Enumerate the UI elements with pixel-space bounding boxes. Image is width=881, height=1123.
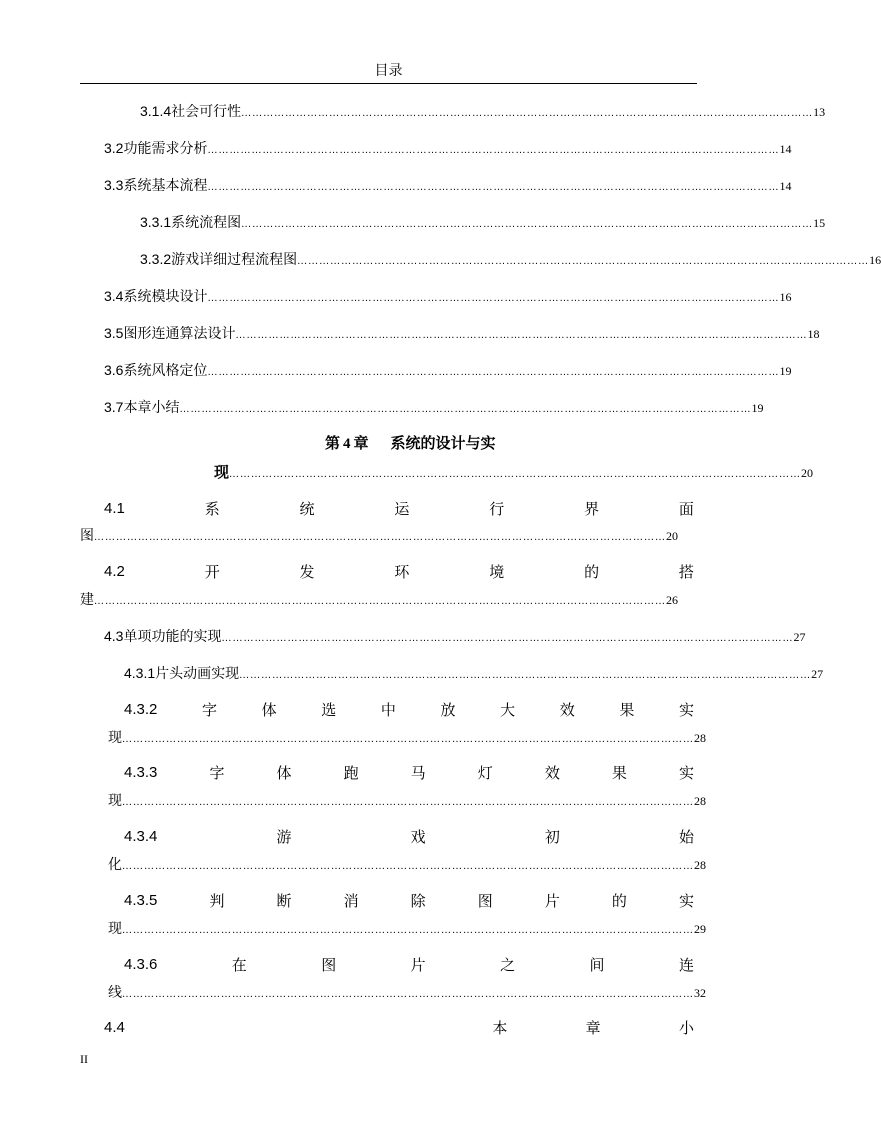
toc-title: 系统基本流程	[123, 178, 208, 194]
toc-title-char: 跑	[343, 764, 359, 782]
toc-number: 3.3.1	[140, 214, 172, 230]
toc-leader: …………………………………………………………………………………………………………………………………………	[229, 469, 802, 480]
toc-entry-wrap[interactable]	[108, 791, 706, 811]
toc-title-char: 本	[492, 1019, 508, 1037]
toc-leader: …………………………………………………………………………………………………………………………………………	[207, 367, 780, 378]
toc-title-char: 始	[678, 828, 694, 846]
toc-title-char: 消	[343, 892, 359, 910]
toc-entry-wrap[interactable]	[80, 526, 678, 546]
chapter-label-prefix: 第	[325, 434, 341, 452]
toc-title-char: 片	[410, 956, 426, 974]
toc-page: 20	[801, 466, 814, 480]
toc-number: 4.2	[104, 563, 125, 580]
toc-entry[interactable]	[124, 663, 824, 683]
toc-number: 4.3	[104, 628, 124, 644]
toc-leader: …………………………………………………………………………………………………………………………………………	[122, 861, 694, 872]
chapter-title: 系统的设计与实	[390, 434, 496, 452]
toc-title-char: 果	[619, 701, 635, 719]
toc-title-wrap: 图	[80, 528, 94, 544]
page-number-roman: II	[80, 1052, 88, 1066]
toc-number: 4.3.5	[124, 892, 158, 909]
toc-leader: …………………………………………………………………………………………………………………………………………	[94, 532, 666, 543]
toc-title: 图形连通算法设计	[123, 326, 236, 342]
toc-entry-spread[interactable]	[104, 1018, 694, 1038]
toc-entry[interactable]	[104, 286, 792, 306]
toc-entry-wrap[interactable]	[108, 728, 706, 748]
page-header-title: 目录	[374, 63, 403, 79]
toc-title-char: 大	[500, 701, 516, 719]
toc-title: 游戏详细过程流程图	[171, 252, 298, 268]
toc-title-char: 界	[584, 500, 600, 518]
chapter-label-number: 4	[343, 436, 351, 452]
toc-title-char: 体	[261, 701, 277, 719]
toc-page: 28	[694, 858, 706, 872]
toc-title-char: 境	[489, 563, 505, 581]
toc-entry-spread[interactable]	[124, 700, 694, 720]
toc-title-char: 戏	[410, 828, 426, 846]
toc-title-wrap: 现	[108, 793, 122, 809]
toc-title-char: 效	[544, 764, 560, 782]
toc-entry-spread[interactable]	[124, 763, 694, 783]
chapter-heading[interactable]	[325, 433, 496, 454]
toc-page: 13	[813, 105, 826, 119]
toc-title-char: 的	[611, 892, 627, 910]
toc-title-char: 的	[584, 563, 600, 581]
toc-title-char: 统	[299, 500, 315, 518]
toc-title-char: 游	[276, 828, 292, 846]
chapter-title-wrap: 现	[214, 463, 230, 481]
toc-entry-wrap[interactable]	[108, 919, 706, 939]
toc-title-wrap: 化	[108, 857, 122, 873]
toc-title-char: 图	[477, 892, 493, 910]
toc-title-char: 运	[394, 500, 410, 518]
toc-number: 4.3.6	[124, 956, 158, 973]
toc-title-char: 图	[321, 956, 337, 974]
toc-leader: …………………………………………………………………………………………………………………………………………	[297, 256, 870, 267]
toc-entry[interactable]	[104, 323, 820, 343]
toc-page: 15	[813, 216, 826, 230]
chapter-label-suffix: 章	[353, 434, 369, 452]
toc-title-char: 中	[380, 701, 396, 719]
toc-entry-spread[interactable]	[104, 562, 694, 582]
toc-number: 3.2	[104, 140, 124, 156]
toc-title-wrap: 线	[108, 985, 122, 1001]
toc-title: 系统风格定位	[123, 363, 208, 379]
toc-page: 32	[694, 986, 706, 1000]
toc-leader: …………………………………………………………………………………………………………………………………………	[207, 293, 780, 304]
toc-entry[interactable]	[104, 138, 792, 158]
toc-title-char: 实	[678, 892, 694, 910]
toc-title-char: 之	[500, 956, 516, 974]
toc-leader: …………………………………………………………………………………………………………………………………………	[235, 330, 808, 341]
toc-leader: …………………………………………………………………………………………………………………………………………	[239, 670, 812, 681]
toc-leader: …………………………………………………………………………………………………………………………………………	[179, 404, 752, 415]
toc-title-char: 发	[299, 563, 315, 581]
toc-entry-wrap[interactable]	[108, 983, 706, 1003]
toc-title-char: 实	[678, 701, 694, 719]
toc-leader: …………………………………………………………………………………………………………………………………………	[122, 734, 694, 745]
toc-leader: …………………………………………………………………………………………………………………………………………	[221, 633, 794, 644]
header-rule	[80, 83, 697, 84]
toc-title: 系统模块设计	[123, 289, 208, 305]
toc-title-wrap: 建	[80, 592, 94, 608]
toc-entry[interactable]	[140, 212, 826, 232]
toc-title-char: 放	[440, 701, 456, 719]
toc-number: 4.3.4	[124, 828, 158, 845]
toc-number: 3.5	[104, 325, 124, 341]
toc-title-char: 选	[321, 701, 337, 719]
toc-title-char: 环	[394, 563, 410, 581]
toc-number: 4.3.2	[124, 701, 158, 718]
toc-page: 16	[869, 253, 881, 267]
toc-leader: …………………………………………………………………………………………………………………………………………	[241, 108, 814, 119]
toc-entry[interactable]	[140, 101, 826, 121]
toc-page: 19	[751, 401, 764, 415]
toc-page: 28	[694, 731, 706, 745]
toc-title: 社会可行性	[171, 104, 242, 120]
toc-title-char: 初	[544, 828, 560, 846]
toc-title-char: 间	[589, 956, 605, 974]
toc-entry-wrap[interactable]	[108, 855, 706, 875]
toc-page: 20	[666, 529, 678, 543]
toc-title-char: 实	[678, 764, 694, 782]
toc-title: 片头动画实现	[155, 666, 240, 682]
toc-number: 3.3	[104, 177, 124, 193]
toc-title-wrap: 现	[108, 730, 122, 746]
toc-page: 16	[779, 290, 792, 304]
toc-page: 14	[779, 142, 792, 156]
toc-entry[interactable]	[104, 397, 764, 417]
toc-title-char: 面	[678, 500, 694, 518]
toc-page: 19	[779, 364, 792, 378]
toc-title-char: 马	[410, 764, 426, 782]
toc-title-char: 章	[585, 1019, 601, 1037]
toc-title: 功能需求分析	[123, 141, 208, 157]
toc-entry-wrap[interactable]	[80, 590, 678, 610]
toc-leader: …………………………………………………………………………………………………………………………………………	[94, 596, 666, 607]
toc-title-char: 灯	[477, 764, 493, 782]
toc-title: 本章小结	[123, 400, 180, 416]
toc-title-char: 小	[678, 1019, 694, 1037]
toc-title-char: 片	[544, 892, 560, 910]
toc-title-char: 除	[410, 892, 426, 910]
toc-title-char: 字	[201, 701, 217, 719]
toc-leader: …………………………………………………………………………………………………………………………………………	[122, 989, 694, 1000]
toc-entry-spread[interactable]	[124, 955, 694, 975]
toc-number: 4.3.1	[124, 665, 156, 681]
toc-entry[interactable]	[104, 626, 806, 646]
toc-title-char: 断	[276, 892, 292, 910]
toc-title-char: 效	[559, 701, 575, 719]
toc-page: 27	[811, 667, 824, 681]
toc-page: 29	[694, 922, 706, 936]
toc-leader: …………………………………………………………………………………………………………………………………………	[207, 145, 780, 156]
toc-entry[interactable]	[104, 360, 792, 380]
toc-title-char: 连	[678, 956, 694, 974]
toc-title: 单项功能的实现	[123, 629, 222, 645]
toc-number: 4.4	[104, 1019, 125, 1036]
toc-entry[interactable]	[104, 175, 792, 195]
toc-title-wrap: 现	[108, 921, 122, 937]
toc-number: 3.7	[104, 399, 124, 415]
toc-title-char: 字	[209, 764, 225, 782]
toc-title-char: 判	[209, 892, 225, 910]
toc-title-char: 开	[204, 563, 220, 581]
toc-entry-spread[interactable]	[124, 891, 694, 911]
toc-page: 26	[666, 593, 678, 607]
toc-leader: …………………………………………………………………………………………………………………………………………	[207, 182, 780, 193]
toc-title-char: 系	[204, 500, 220, 518]
toc-title-char: 果	[611, 764, 627, 782]
toc-number: 3.1.4	[140, 103, 172, 119]
toc-page: 28	[694, 794, 706, 808]
toc-title-char: 体	[276, 764, 292, 782]
toc-number: 3.4	[104, 288, 124, 304]
toc-number: 3.6	[104, 362, 124, 378]
toc-number: 4.1	[104, 500, 125, 517]
toc-page: 27	[793, 630, 806, 644]
toc-number: 4.3.3	[124, 764, 158, 781]
toc-title-char: 在	[231, 956, 247, 974]
toc-title: 系统流程图	[171, 215, 242, 231]
toc-title-char: 行	[489, 500, 505, 518]
toc-title-char: 搭	[678, 563, 694, 581]
chapter-heading-wrap[interactable]	[214, 462, 814, 482]
toc-page: 18	[807, 327, 820, 341]
toc-number: 3.3.2	[140, 251, 172, 267]
toc-page: 14	[779, 179, 792, 193]
toc-leader: …………………………………………………………………………………………………………………………………………	[241, 219, 814, 230]
toc-leader: …………………………………………………………………………………………………………………………………………	[122, 925, 694, 936]
toc-entry[interactable]	[140, 249, 881, 269]
toc-leader: …………………………………………………………………………………………………………………………………………	[122, 797, 694, 808]
toc-entry-spread[interactable]	[104, 499, 694, 519]
toc-entry-spread[interactable]	[124, 827, 694, 847]
